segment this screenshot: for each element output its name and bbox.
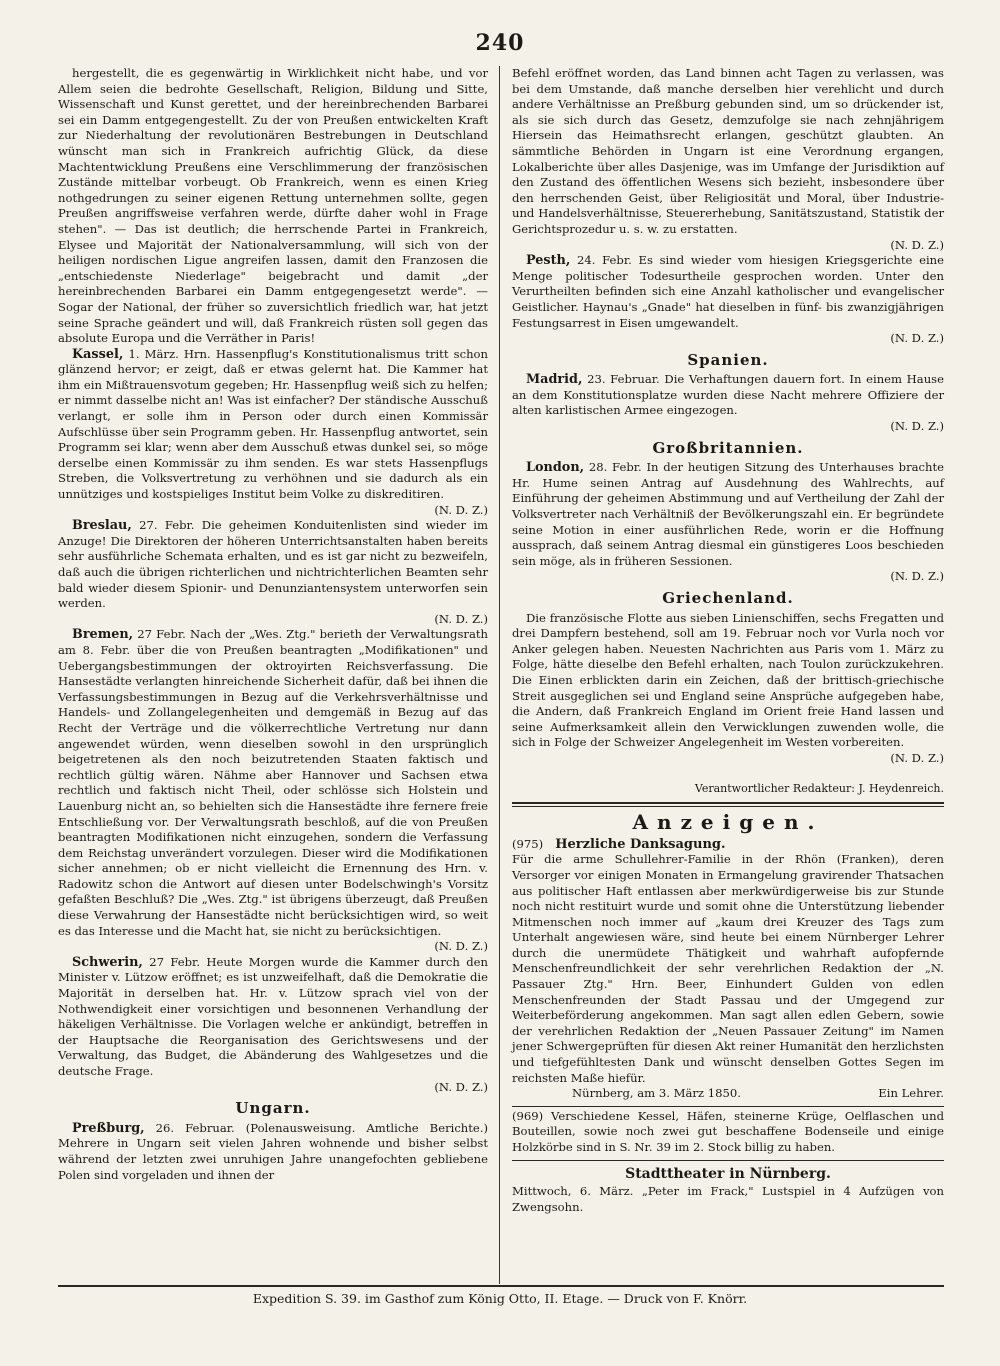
ad-place-date: Nürnberg, am 3. März 1850. <box>572 1086 741 1101</box>
column-divider <box>499 66 500 1284</box>
footer-divider <box>58 1285 944 1287</box>
source-signature: (N. D. Z.) <box>890 331 944 346</box>
ad-stadttheater <box>512 1167 944 1216</box>
article-france-continuation: hergestellt, die es gegenwärtig in Wirklichkeit nicht habe, und vor Allem seien die bedrohte Gesellschaft, Religion, Bildung und Sitte, Wissenschaft und Kunst gerettet, und der hereinbrechenden Barbarei sei ein Damm entgegengestellt. Zu der von Preußen entwickelten Kraft zur Niederhaltung der revolutionären Bestrebungen in Deutschland wünscht man sich in Frankreich aufrichtig Glück, da diese Machtentwicklung Preußens eine Verschlimmerung der französischen Zustände mittelbar vorbeugt. Ob Frankreich, wenn es einen Krieg nothgedrungen zu seiner eigenen Rettung unternehmen sollte, gegen Preußen angriffsweise verfahren werde, dürfte daher wohl in Frage stehen". — Das ist deutlich; die herrschende Partei in Frankreich, Elysee und Majorität der Nationalversammlung, will sich von der heiligen nordischen Ligue angreifen lassen, damit den Franzosen die „entschiedenste Niederlage" beigebracht und damit „der hereinbrechenden Barbarei ein Damm entgegengesetzt werde". — Sogar der National, der früher so zuversichtlich friedlich war, hat jetzt seine Sprache geändert und will, daß Frankreich rüsten soll gegen das absolute Europa und die Verräther in Paris! <box>58 66 488 346</box>
source-signature: (N. D. Z.) <box>890 419 944 434</box>
ad-danksagung <box>512 837 944 1102</box>
dateline-bremen: Bremen, <box>72 627 134 643</box>
article-madrid: Madrid, 23. Februar. Die Verhaftungen dauern fort. In einem Hause an dem Konstitutionsplatze wurden diese Nacht mehrere Offiziere der alten karlistischen Armee eingezogen. (N. D. Z.) <box>512 372 944 434</box>
divider <box>512 1160 944 1161</box>
section-heading-griechenland: Griechenland. <box>662 589 794 607</box>
ad-number: (975) <box>512 836 544 851</box>
section-heading-ungarn: Ungarn. <box>235 1099 311 1118</box>
left-column <box>58 66 488 1183</box>
dateline-kassel: Kassel, <box>72 346 124 362</box>
ad-verkauf <box>512 1109 944 1156</box>
section-heading-grossbritannien: Großbritannien. <box>652 438 804 457</box>
ad-title: Herzliche Danksagung. <box>555 836 726 852</box>
article-schwerin: Schwerin, 27 Febr. Heute Morgen wurde die Kammer durch den Minister v. Lützow eröffnet; es ist unzweifelhaft, daß die Demokratie die Majorität in derselben hat. Hr. v. Lützow sprach viel von der Nothwendigkeit einer vorsichtigen und besonnenen Verhandlung der häkeligen Verhältnisse. Die Vorlagen welche er ankündigt, betreffen in der Hauptsache die Reorganisation des Gerichtswesens und der Verwaltung, das Budget, die Abänderung des Wahlgesetzes und die deutsche Frage. (N. D. Z.) <box>58 954 488 1094</box>
dateline-pesth: Pesth, <box>526 253 571 269</box>
ad-text: Verschiedene Kessel, Häfen, steinerne Krüge, Oelflaschen und Bouteillen, sowie noch zwei gut beschaffene Bodenseile und einige Holzkörbe sind in S. Nr. 39 im 2. Stock billig zu haben. <box>512 1108 944 1154</box>
ad-title: Stadttheater in Nürnberg. <box>625 1165 831 1182</box>
source-signature: (N. D. Z.) <box>434 1079 488 1094</box>
dateline-pressburg: Preßburg, <box>72 1120 145 1136</box>
article-pressburg-continuation: Befehl eröffnet worden, das Land binnen acht Tagen zu verlassen, was bei dem Umstande, daß manche derselben hier verehlicht und durch andere Verhältnisse an Preßburg gebunden sind, um so drückender ist, als sie sich durch das Gesetz, demzufolge sie nach zehnjährigem Hiersein das Heimathsrecht erlangen, geschützt glaubten. An sämmtliche Behörden in Ungarn ist eine Verordnung ergangen, Lokalberichte über alles Dasjenige, was im Umfange der Jurisdiktion auf den Zustand des öffentlichen Wesens sich bezieht, insbesondere über den herrschenden Geist, über Religiosität und Moral, über Industrie- und Handelsverhältnisse, Steuererhebung, Sanitätszustand, Statistik der Gerichtsprozedur u. s. w. zu erstatten. (N. D. Z.) <box>512 66 944 252</box>
dateline-schwerin: Schwerin, <box>72 954 143 970</box>
dateline-breslau: Breslau, <box>72 518 132 534</box>
source-signature: (N. D. Z.) <box>890 237 944 252</box>
source-signature: (N. D. Z.) <box>890 750 944 765</box>
source-signature: (N. D. Z.) <box>434 939 488 954</box>
article-pesth: Pesth, 24. Febr. Es sind wieder vom hiesigen Kriegsgerichte eine Menge politischer Todesurtheile gesprochen worden. Unter den Verurtheilten befinden sich eine Anzahl katholischer und evangelischer Geistlicher. Haynau's „Gnade" hat dieselben in fünf- bis zwanzigjährigen Festungsarrest in Eisen umgewandelt. (N. D. Z.) <box>512 253 944 346</box>
dateline-london: London, <box>526 460 585 476</box>
source-signature: (N. D. Z.) <box>434 611 488 626</box>
source-signature: (N. D. Z.) <box>890 569 944 584</box>
divider <box>512 806 944 807</box>
article-pressburg: Preßburg, 26. Februar. (Polenausweisung. Amtliche Berichte.) Mehrere in Ungarn seit vielen Jahren wohnende und bisher selbst während der letzten zwei unruhigen Jahre unangefochten gebliebene Polen sind vorgeladen und ihnen der <box>58 1120 489 1182</box>
ad-text: Für die arme Schullehrer-Familie in der Rhön (Franken), deren Versorger vor einigen Monaten in Ermangelung gravirender Thatsachen aus politischer Haft entlassen aber merkwürdigerweise bis zur Stunde noch nicht restituirt wurde und somit ohne die Unterstützung liebender Mitmenschen noch immer auf „kaum drei Kreuzer des Tags zum Unterhalt angewiesen wäre, sind heute bei einem Nürnberger Lehrer durch die unermüdete Thätigkeit und wahrhaft aufopfernde Menschenfreundlichkeit der sehr verehrlichen Redaktion der „N. Passauer Ztg." Hrn. Beer, Einhundert Gulden von edlen Menschenfreunden der Stadt Passau und der Umgegend zur Weiterbeförderung angekommen. Man sagt allen edlen Gebern, sowie der verehrlichen Redaktion der „Neuen Passauer Zeitung" im Namen jener Schwergeprüften für diesen Akt reiner Humanität den herzlichsten und tiefgefühltesten Dank und wünscht denselben Gottes Segen im reichsten Maße hiefür. <box>512 852 944 1085</box>
article-london: London, 28. Febr. In der heutigen Sitzung des Unterhauses brachte Hr. Hume seinen Antrag auf Ausdehnung des Wahlrechts, auf Einführung der geheimen Abstimmung und auf Vertheilung der Zahl der Volksvertreter nach Verhältniß der Bevölkerungszahl ein. Er begründete seine Motion in einer ausführlichen Rede, worin er die Hoffnung aussprach, daß seinem Antrag diesmal ein günstigeres Loos beschieden sein möge, als in früheren Sessionen. (N. D. Z.) <box>512 460 945 584</box>
source-signature: (N. D. Z.) <box>434 502 488 517</box>
divider <box>512 1106 944 1107</box>
ad-number: (969) <box>512 1108 544 1123</box>
right-column <box>512 66 944 1219</box>
section-heading-spanien: Spanien. <box>687 350 769 369</box>
page-number: 240 <box>475 30 525 56</box>
divider <box>512 802 944 804</box>
ad-signature: Ein Lehrer. <box>878 1086 944 1101</box>
imprint-footer: Expedition S. 39. im Gasthof zum König Otto, II. Etage. — Druck von F. Knörr. <box>252 1291 748 1306</box>
dateline-madrid: Madrid, <box>526 372 583 388</box>
article-kassel: Kassel, 1. März. Hrn. Hassenpflug's Konstitutionalismus tritt schon glänzend hervor; er zeigt, daß er etwas gelernt hat. Die Kammer hat ihm ein Mißtrauensvotum gegeben; Hr. Hassenpflug weiß sich zu helfen; er nimmt dasselbe nicht an! Was ist einfacher? Der ständische Ausschuß verlangt, er solle ihm in Person oder durch einen Kommissär Aufschlüsse über sein Programm geben. Hr. Hassenpflug antwortet, sein Programm sei klar; wenn aber dem Ausschuß etwas dunkel sei, so möge derselbe einen Kommissär zu ihm senden. Es war stets Hassenpflugs Streben, die Volksvertretung zu verhöhnen und sie dadurch als ein unnütziges und kostspieliges Institut beim Volke zu diskreditiren. (N. D. Z.) <box>58 346 488 517</box>
responsible-editor: Verantwortlicher Redakteur: J. Heydenreich. <box>694 781 944 795</box>
advertisements-heading: Anzeigen. <box>632 810 824 835</box>
article-bremen: Bremen, 27 Febr. Nach der „Wes. Ztg." berieth der Verwaltungsrath am 8. Febr. über die von Preußen beantragten „Modifikationen" und Uebergangsbestimmungen der oktroyirten Reichsverfassung. Die Hansestädte verlangten hinreichende Sicherheit dafür, daß bei ihnen die Verfassungsbestimmungen in Bezug auf die Verkehrsverhältnisse und Handels- und Zollangelegenheiten und demgemäß in Bezug auf das Recht der Verträge und die völkerrechtliche Vertretung nur dann angewendet würden, wenn dieselben sowohl in den ursprünglich beigetretenen als den noch beizutretenden Staaten faktisch und rechtlich gültig wären. Nähme aber Hannover und Sachsen etwa rechtlich und faktisch nicht Theil, oder schlösse sich Holstein und Lauenburg nicht an, so behielten sich die Hansestädte ihre fernere freie Entschließung vor. Der Verwaltungsrath beschloß, auf die von Preußen beantragten Modifikationen nicht einzugehen, sondern die Verfassung dem Reichstag unverändert vorzulegen. Dieser wird die Modifikationen sicher annehmen; ob er nicht vielleicht die Ernennung des Hrn. v. Radowitz schon die Antwort auf diesen unter Bodelschwingh's Vorsitz gefaßten Beschluß? Die „Wes. Ztg." ist übrigens überzeugt, daß Preußen diese Verwahrung der Hansestädte nicht berücksichtigen wird, so weit es das Interesse und die Macht hat, sie nicht zu berücksichtigen. (N. D. Z.) <box>58 627 488 954</box>
article-breslau: Breslau, 27. Febr. Die geheimen Konduitenlisten sind wieder im Anzuge! Die Direktoren der höheren Unterrichtsanstalten haben bereits sehr ausführliche Schemata erhalten, und es ist gar nicht zu bezweifeln, daß auch die übrigen richterlichen und nichtrichterlichen Beamten sehr bald wieder diesem Spionir- und Denunziantensystem unterworfen sein werden. (N. D. Z.) <box>58 518 489 626</box>
ad-text: Mittwoch, 6. März. „Peter im Frack," Lustspiel in 4 Aufzügen von Zwengsohn. <box>512 1184 944 1214</box>
article-griechenland: Die französische Flotte aus sieben Linienschiffen, sechs Fregatten und drei Dampfern bestehend, soll am 19. Februar noch vor Vurla noch vor Anker gelegen haben. Neuesten Nachrichten aus Paris vom 1. März zu Folge, hätte dieselbe den Befehl erhalten, nach Toulon zurückzukehren. Die Einen erblickten darin ein Zeichen, daß der brittisch-griechische Streit ausgeglichen sei und England seine Ansprüche aufgegeben habe, die Andern, daß Frankreich England im Orient freie Hand lassen und seine Aufmerksamkeit allein den Verwicklungen zuwenden wolle, die sich in Folge der Schweizer Angelegenheit im Westen vorbereiten. (N. D. Z.) <box>512 610 944 765</box>
